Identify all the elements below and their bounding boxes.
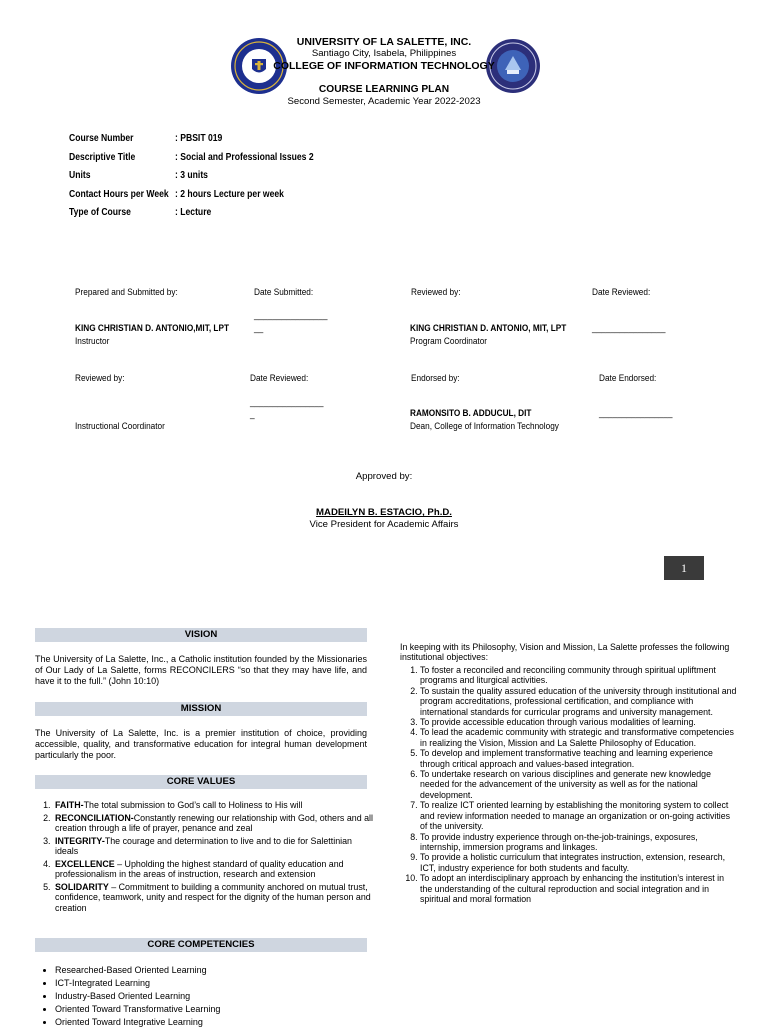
field-label: Units: [69, 170, 91, 181]
field-label: Descriptive Title: [69, 151, 136, 163]
course-info-table: [69, 130, 336, 223]
core-value-term: FAITH-: [55, 800, 84, 810]
document-title: COURSE LEARNING PLAN: [318, 84, 450, 95]
competency-item: • Oriented Toward Transformative Learning: [55, 1003, 220, 1016]
objective-item: 7. To realize ICT oriented learning by establishing the monitoring system to collect and review information needed to manage an organization or on-going activities of the university.: [420, 800, 738, 831]
core-value-item: [53, 882, 375, 914]
field-label: Contact Hours per Week: [69, 188, 169, 200]
competency-item: • Researched-Based Oriented Learning: [55, 964, 220, 977]
core-value-desc: The total submission to God’s call to Holiness to His will: [83, 800, 303, 810]
page-number-badge: [664, 556, 704, 580]
dean-name: RAMONSITO B. ADDUCUL, DIT: [410, 408, 532, 419]
prepared-by-label: Prepared and Submitted by:: [75, 287, 178, 298]
instructional-coordinator-role: Instructional Coordinator: [75, 421, 165, 432]
objective-item: 5. To develop and implement transformative teaching and learning experience through critical approach and values-based integration.: [420, 748, 738, 769]
core-values-list: [35, 800, 375, 915]
core-value-term: RECONCILIATION-: [55, 812, 134, 823]
field-value: : Lecture: [175, 207, 212, 218]
date-endorsed-label: Date Endorsed:: [599, 373, 657, 384]
field-label: Course Number: [69, 133, 134, 144]
reviewed-by-label: Reviewed by:: [411, 287, 461, 298]
instructor-name: KING CHRISTIAN D. ANTONIO,MIT, LPT: [75, 323, 230, 334]
objective-item: 3. To provide accessible education through various modalities of learning.: [420, 717, 738, 727]
semester-line: Second Semester, Academic Year 2022-2023: [287, 96, 481, 107]
course-info-row: [69, 149, 336, 168]
core-competencies-heading: CORE COMPETENCIES: [35, 938, 367, 952]
core-value-desc: – Commitment to building a community anchored on mutual trust, confidence, teamwork, unity and respect for the dignity of the human person and creation: [55, 881, 371, 913]
university-location: Santiago City, Isabela, Philippines: [311, 48, 457, 59]
core-value-term: SOLIDARITY: [55, 881, 109, 892]
objective-item: 4. To lead the academic community with strategic and transformative competencies in realizing the Vision, Mission and La Salette Philosophy of Education.: [420, 727, 738, 748]
course-info-row: [69, 186, 336, 205]
mission-heading: MISSION: [35, 702, 367, 716]
field-value: : Social and Professional Issues 2: [175, 151, 314, 163]
reviewed-by-label: Reviewed by:: [75, 373, 125, 384]
instructor-role: Instructor: [75, 336, 110, 347]
date-reviewed-label: Date Reviewed:: [592, 287, 651, 298]
competency-item: • ICT-Integrated Learning: [55, 977, 220, 990]
coordinator-name: KING CHRISTIAN D. ANTONIO, MIT, LPT: [410, 323, 567, 334]
course-info-row: [69, 204, 336, 223]
competency-item: • Oriented Toward Integrative Learning: [55, 1016, 220, 1029]
date-reviewed-tail: _: [250, 409, 255, 420]
core-competencies-list: [35, 964, 220, 1029]
coordinator-role: Program Coordinator: [410, 336, 488, 347]
core-value-term: EXCELLENCE: [55, 858, 115, 869]
core-value-item: [53, 800, 375, 811]
dean-role: Dean, College of Information Technology: [410, 421, 559, 432]
date-submitted-line: ________________: [254, 310, 328, 321]
vision-heading: VISION: [35, 628, 367, 642]
date-reviewed-label: Date Reviewed:: [250, 373, 309, 384]
endorsed-by-label: Endorsed by:: [411, 373, 460, 384]
objective-item: 2. To sustain the quality assured education of the university through institutional and program accreditations, professional certification, and compliance with international standards for curricular programs and university management.: [420, 686, 738, 717]
objective-item: 6. To undertake research on various disciplines and generate new knowledge needed for the advancement of the university as well as for the national development.: [420, 769, 738, 800]
date-submitted-tail: __: [254, 323, 264, 334]
field-value: : PBSIT 019: [175, 133, 223, 144]
objectives-intro: In keeping with its Philosophy, Vision and Mission, La Salette professes the following institutional objectives:: [400, 642, 730, 663]
objectives-list: [400, 665, 738, 904]
core-value-item: [53, 836, 375, 857]
course-info-row: [69, 130, 336, 149]
field-label: Type of Course: [69, 207, 131, 218]
competency-item: • Industry-Based Oriented Learning: [55, 990, 220, 1003]
university-name: UNIVERSITY OF LA SALETTE, INC.: [296, 36, 472, 48]
objective-item: 9. To provide a holistic curriculum that integrates instruction, extension, research, ICT, industry experience for both students and faculty.: [420, 852, 738, 873]
page-number: 1: [681, 561, 687, 575]
field-value: : 2 hours Lecture per week: [175, 188, 284, 200]
objective-item: 1. To foster a reconciled and reconciling community through spiritual upliftment programs and liturgical activities.: [420, 665, 738, 686]
core-value-desc: – Upholding the highest standard of quality education and professionalism in the areas of instruction, research and extension: [55, 858, 344, 879]
date-reviewed-line: ________________: [592, 323, 666, 334]
objective-item: 10. To adopt an interdisciplinary approach by enhancing the institution’s interest in the understanding of the cultural reproduction and social integration and in spiritual and moral formation: [420, 873, 738, 904]
core-value-desc: Constantly renewing our relationship with God, others and all creation through a life of prayer, penance and zeal: [55, 812, 373, 833]
approved-by-label: Approved by:: [355, 471, 413, 482]
vp-name: MADEILYN B. ESTACIO, Ph.D.: [316, 507, 452, 518]
core-value-item: [53, 813, 375, 834]
vp-role: Vice President for Academic Affairs: [309, 519, 459, 530]
core-value-desc: The courage and determination to live and to die for Salettinian ideals: [55, 835, 352, 856]
objective-item: 8. To provide industry experience through on-the-job-trainings, exposures, internship, immersion programs and linkages.: [420, 832, 738, 853]
core-value-term: INTEGRITY-: [55, 835, 105, 846]
core-value-item: [53, 859, 375, 880]
date-endorsed-line: ________________: [599, 408, 673, 419]
course-info-row: [69, 167, 336, 186]
vision-text: The University of La Salette, Inc., a Catholic institution founded by the Missionaries of Our Lady of La Salette, forms RECONCILERS “so that they may have life, and have it to the full.” (John 10:10): [35, 654, 367, 686]
college-name: COLLEGE OF INFORMATION TECHNOLOGY: [273, 60, 495, 72]
date-submitted-label: Date Submitted:: [254, 287, 314, 298]
core-values-heading: CORE VALUES: [35, 775, 367, 789]
mission-text: The University of La Salette, Inc. is a premier institution of choice, providing accessible, quality, and transformative education for integral human development particularly the poor.: [35, 728, 367, 760]
field-value: : 3 units: [175, 170, 208, 181]
date-reviewed-line: ________________: [250, 397, 324, 408]
